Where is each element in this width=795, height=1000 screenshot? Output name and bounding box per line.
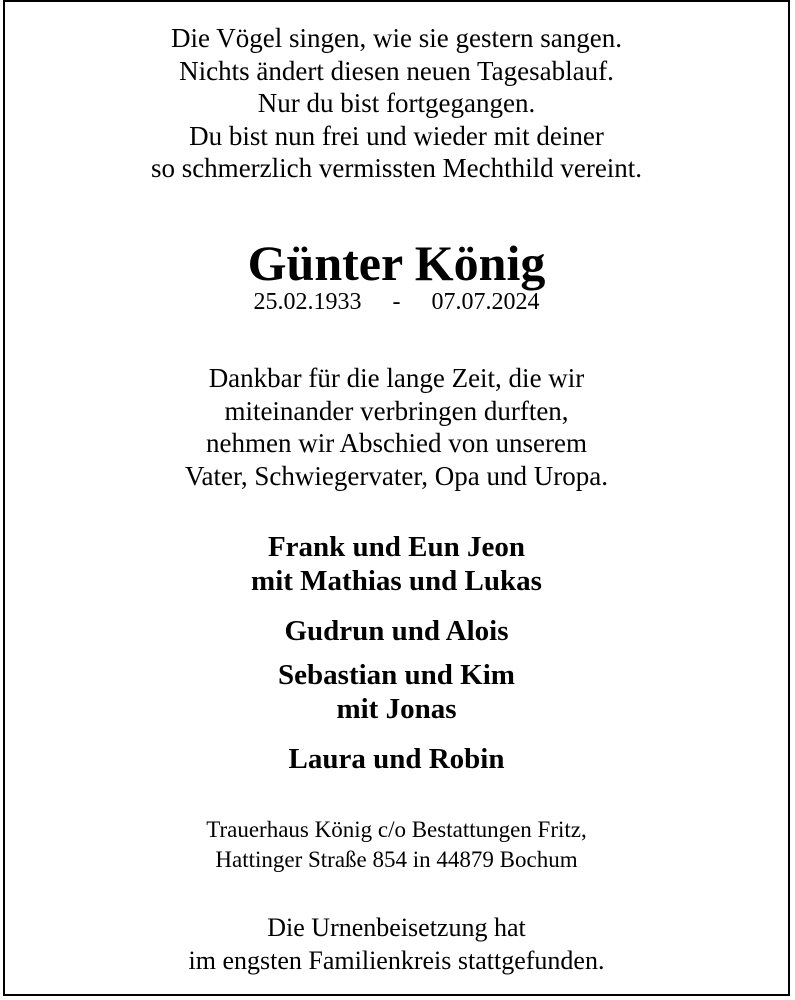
family-line: Sebastian und Kim <box>278 659 515 691</box>
burial-note <box>5 911 788 977</box>
thanks-text <box>5 362 788 492</box>
family-group <box>5 614 788 648</box>
family-group <box>5 658 788 726</box>
address-line: Hattinger Straße 854 in 44879 Bochum <box>215 847 578 872</box>
deceased-name: Günter König <box>247 235 546 291</box>
thanks-line: Vater, Schwiegervater, Opa und Uropa. <box>185 460 608 491</box>
poem-line: Die Vögel singen, wie sie gestern sangen. <box>171 23 622 53</box>
family-group <box>5 742 788 776</box>
family-line: Frank und Eun Jeon <box>267 531 526 563</box>
poem-line: Nur du bist fortgegangen. <box>257 88 536 118</box>
poem-line: Du bist nun frei und wieder mit deiner <box>189 120 604 151</box>
family-line: Laura und Robin <box>288 743 505 775</box>
poem-line: so schmerzlich vermissten Mechthild vereint. <box>150 153 643 183</box>
thanks-line: miteinander verbringen durften, <box>224 395 569 426</box>
address-line: Trauerhaus König c/o Bestattungen Fritz, <box>206 817 587 842</box>
thanks-line: nehmen wir Abschied von unserem <box>206 428 587 458</box>
mourning-address <box>5 815 788 875</box>
date-separator: - <box>392 289 401 315</box>
family-line: mit Jonas <box>336 693 457 725</box>
poem <box>5 22 788 185</box>
family-group <box>5 530 788 598</box>
family-line: Gudrun und Alois <box>284 615 509 647</box>
burial-line: Die Urnenbeisetzung hat <box>267 913 526 942</box>
burial-line: im engsten Familienkreis stattgefunden. <box>188 946 605 975</box>
notice-frame <box>3 0 790 996</box>
poem-line: Nichts ändert diesen neuen Tagesablauf. <box>179 55 614 86</box>
family-line: mit Mathias und Lukas <box>251 565 542 597</box>
life-dates <box>5 287 788 317</box>
thanks-line: Dankbar für die lange Zeit, die wir <box>208 363 585 393</box>
death-date: 07.07.2024 <box>431 289 540 315</box>
birth-date: 25.02.1933 <box>253 289 362 315</box>
